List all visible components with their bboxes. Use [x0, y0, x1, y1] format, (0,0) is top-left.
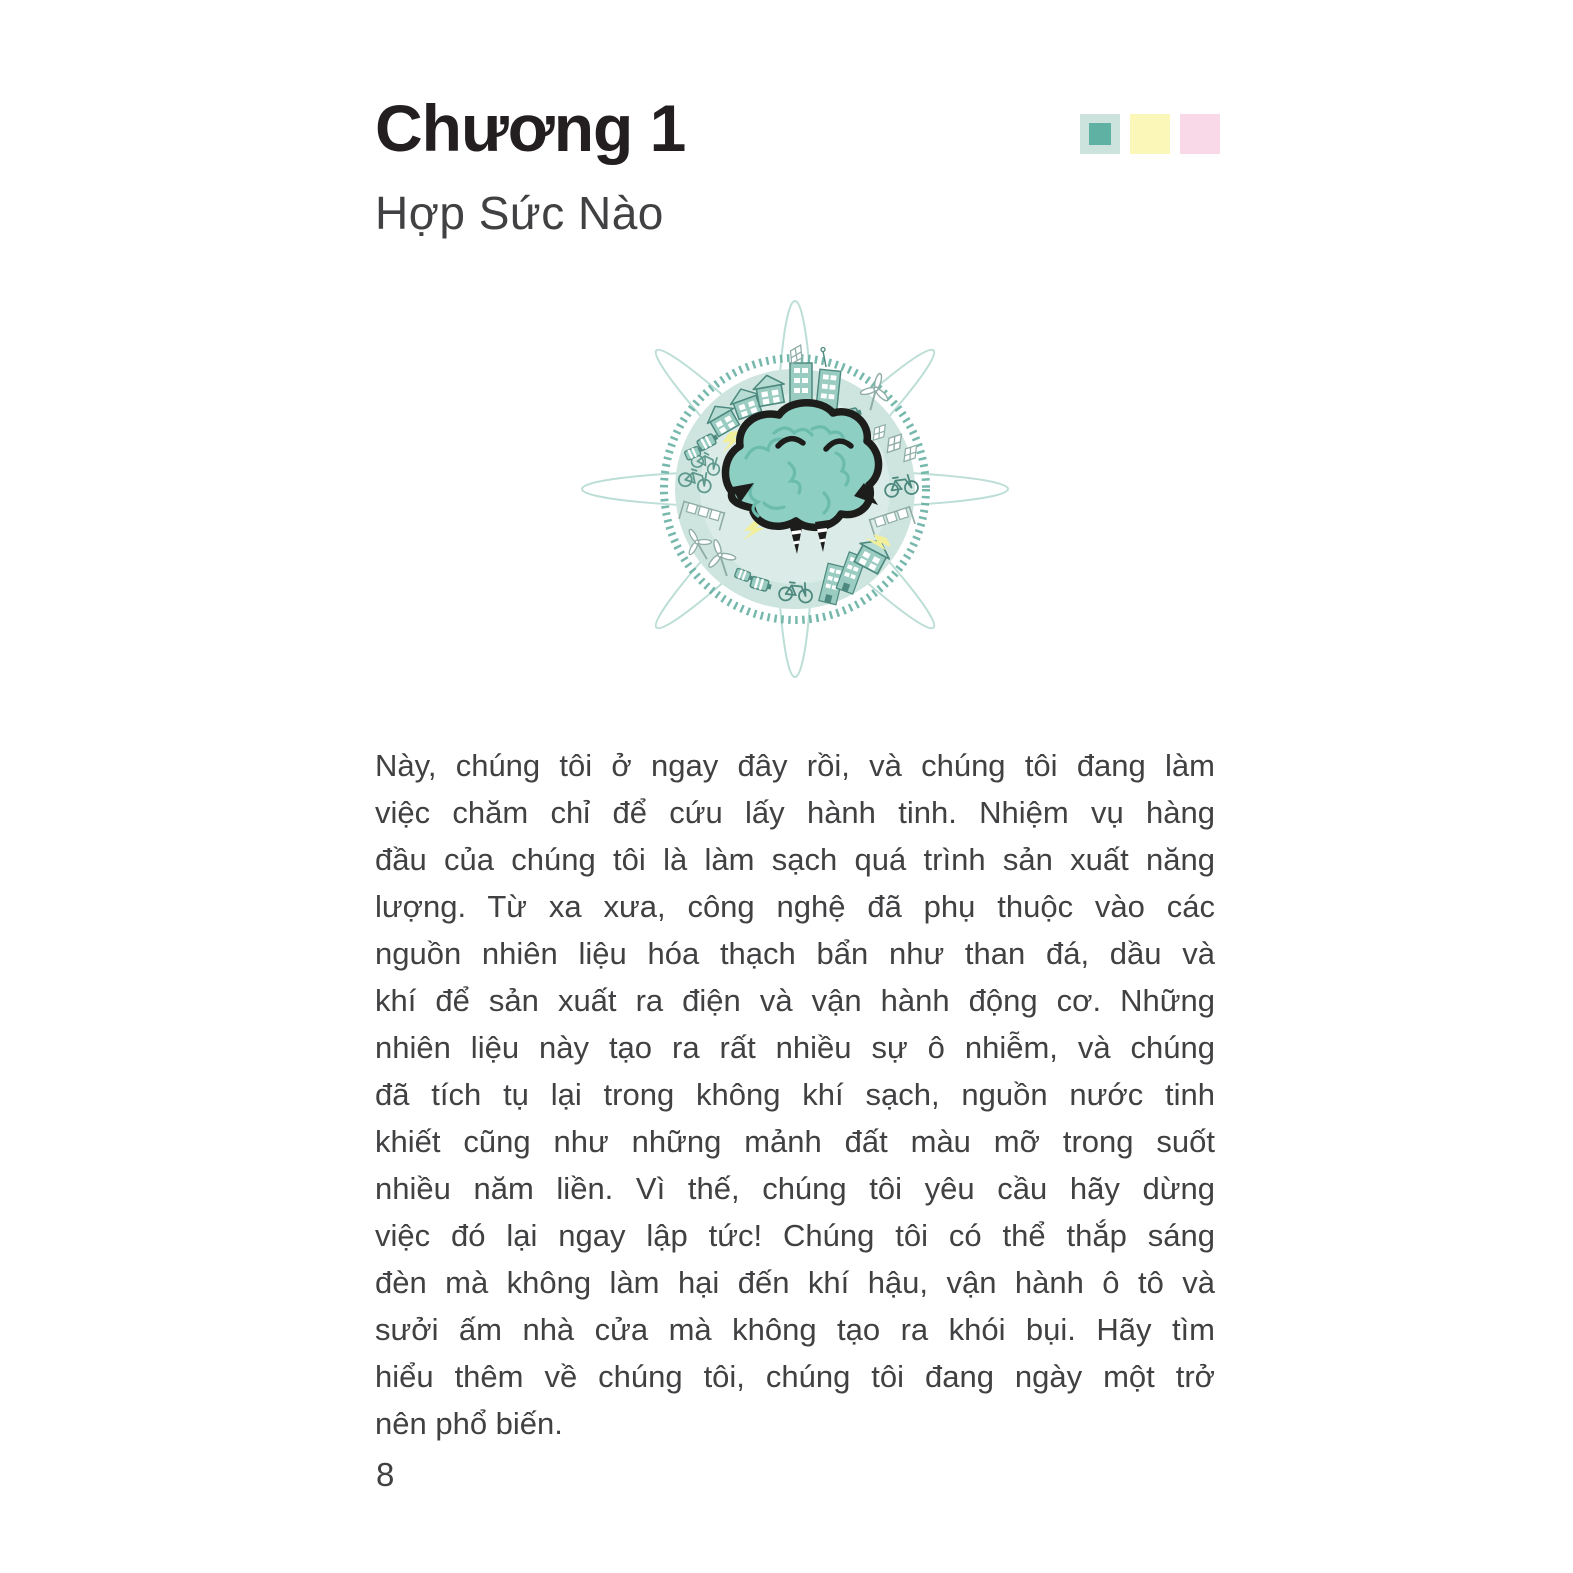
- chapter-number: Chương 1: [375, 91, 686, 165]
- paragraph-line: khí để sản xuất ra điện và vận hành động cơ. Những: [375, 983, 1215, 1018]
- paragraph-line: nguồn nhiên liệu hóa thạch bẩn như than đá, dầu và: [375, 936, 1215, 971]
- paragraph-line: khiết cũng như những mảnh đất màu mỡ trong suốt: [375, 1124, 1215, 1159]
- paragraph-line: hiểu thêm về chúng tôi, chúng tôi đang ngày một trở: [375, 1359, 1215, 1394]
- paragraph-line: lượng. Từ xa xưa, công nghệ đã phụ thuộc vào các: [375, 889, 1215, 924]
- paragraph-line: nhiều năm liền. Vì thế, chúng tôi yêu cầu hãy dừng: [375, 1171, 1215, 1206]
- paragraph-line: việc đó lại ngay lập tức! Chúng tôi có thể thắp sáng: [375, 1218, 1215, 1253]
- chapter-title: Hợp Sức Nào: [375, 187, 664, 239]
- paragraph-line: đèn mà không làm hại đến khí hậu, vận hành ô tô và: [375, 1265, 1215, 1300]
- paragraph-line: đầu của chúng tôi là làm sạch quá trình sản xuất năng: [375, 842, 1215, 877]
- color-tab-pink: [1180, 114, 1220, 154]
- paragraph-line: đã tích tụ lại trong không khí sạch, nguồn nước tinh: [375, 1077, 1215, 1112]
- color-tab-teal-inner: [1089, 123, 1111, 145]
- paragraph-line: Này, chúng tôi ở ngay đây rồi, và chúng tôi đang làm: [375, 748, 1215, 783]
- chapter-illustration: [574, 293, 1019, 688]
- body-text: [375, 742, 1215, 1447]
- color-tab-yellow: [1130, 114, 1170, 154]
- brain-globe-illustration: [574, 293, 1019, 688]
- antenna-tip-icon: [821, 348, 825, 352]
- page-number: 8: [376, 1456, 395, 1493]
- chapter-color-tabs: [1080, 114, 1220, 154]
- paragraph-line: nên phổ biến.: [375, 1406, 563, 1441]
- paragraph-line: sưởi ấm nhà cửa mà không tạo ra khói bụi. Hãy tìm: [375, 1312, 1215, 1347]
- color-tab-teal: [1080, 114, 1120, 154]
- paragraph-line: nhiên liệu này tạo ra rất nhiều sự ô nhiễm, và chúng: [375, 1030, 1215, 1065]
- paragraph-line: việc chăm chỉ để cứu lấy hành tinh. Nhiệm vụ hàng: [375, 795, 1215, 830]
- brain-body: [725, 403, 878, 528]
